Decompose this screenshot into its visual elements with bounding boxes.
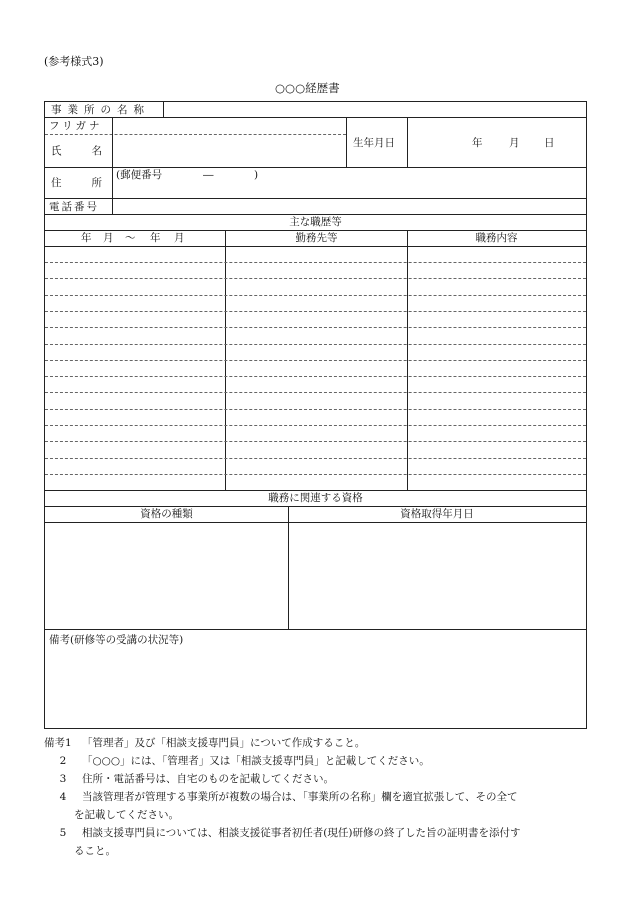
address-field[interactable]	[113, 168, 586, 198]
phone-field[interactable]	[113, 199, 586, 214]
birth-year-unit: 年	[472, 137, 483, 149]
qualification-date-field[interactable]	[289, 523, 586, 629]
note-number: 5	[59, 827, 67, 839]
postal-code-dash: ―	[203, 169, 214, 181]
note-text: 「○○○」には、「管理者」又は「相談支援専門員」と記載してください。	[82, 755, 430, 767]
period-year-to: 年	[150, 232, 161, 244]
note-number: 2	[59, 755, 67, 767]
birth-day-unit: 日	[544, 137, 555, 149]
note-item	[44, 788, 589, 806]
birth-month-unit: 月	[509, 137, 520, 149]
note-text: 相談支援専門員については、相談支援従事者初任者(現任)研修の終了した旨の証明書を添付す	[82, 827, 521, 839]
notes-section	[44, 734, 589, 860]
phone-label: 電話番号	[49, 201, 99, 213]
career-section-title: 主な職歴等	[289, 216, 342, 228]
note-text: 「管理者」及び「相談支援専門員」について作成すること。	[82, 737, 366, 749]
period-tilde: ～	[125, 232, 136, 244]
postal-code-suffix: )	[254, 169, 259, 181]
form-reference: (参考様式3)	[44, 55, 104, 68]
qualification-date-header: 資格取得年月日	[400, 508, 474, 520]
office-name-field[interactable]	[164, 102, 584, 117]
qualification-type-header: 資格の種類	[140, 508, 193, 520]
note-text: を記載してください。	[74, 809, 179, 821]
note-item	[44, 752, 589, 770]
note-number: 4	[59, 791, 67, 803]
period-month-from: 月	[103, 232, 114, 244]
note-text: 当該管理者が管理する事業所が複数の場合は、「事業所の名称」欄を適宜拡張して、その全て	[82, 791, 518, 803]
furigana-label: フリガナ	[49, 120, 103, 132]
note-item	[44, 734, 589, 752]
birthdate-label: 生年月日	[353, 137, 395, 149]
career-employer-header: 勤務先等	[295, 232, 338, 244]
address-label: 住 所	[51, 177, 105, 189]
qualification-type-field[interactable]	[45, 523, 288, 629]
remarks-field[interactable]	[45, 648, 586, 728]
postal-code-prefix: (郵便番号	[116, 169, 163, 181]
period-year-from: 年	[81, 232, 92, 244]
career-entries-area[interactable]	[45, 247, 586, 490]
name-field[interactable]	[113, 135, 345, 167]
qualification-section-title: 職務に関連する資格	[268, 492, 363, 504]
note-number: 備考1	[44, 737, 72, 749]
office-name-label: 事業所の名称	[51, 104, 150, 116]
name-label: 氏 名	[51, 145, 105, 157]
note-number: 3	[59, 773, 67, 785]
furigana-field[interactable]	[113, 118, 345, 134]
remarks-label: 備考(研修等の受講の状況等)	[49, 634, 184, 646]
note-text: ること。	[74, 845, 116, 857]
career-duties-header: 職務内容	[475, 232, 518, 244]
career-form	[44, 101, 587, 729]
note-item	[44, 770, 589, 788]
note-continuation	[44, 806, 589, 824]
note-continuation	[44, 842, 589, 860]
birthdate-field[interactable]	[408, 118, 586, 167]
note-text: 住所・電話番号は、自宅のものを記載してください。	[82, 773, 334, 785]
period-month-to: 月	[174, 232, 185, 244]
document-title: ○○○経歴書	[275, 81, 340, 95]
note-item	[44, 824, 589, 842]
